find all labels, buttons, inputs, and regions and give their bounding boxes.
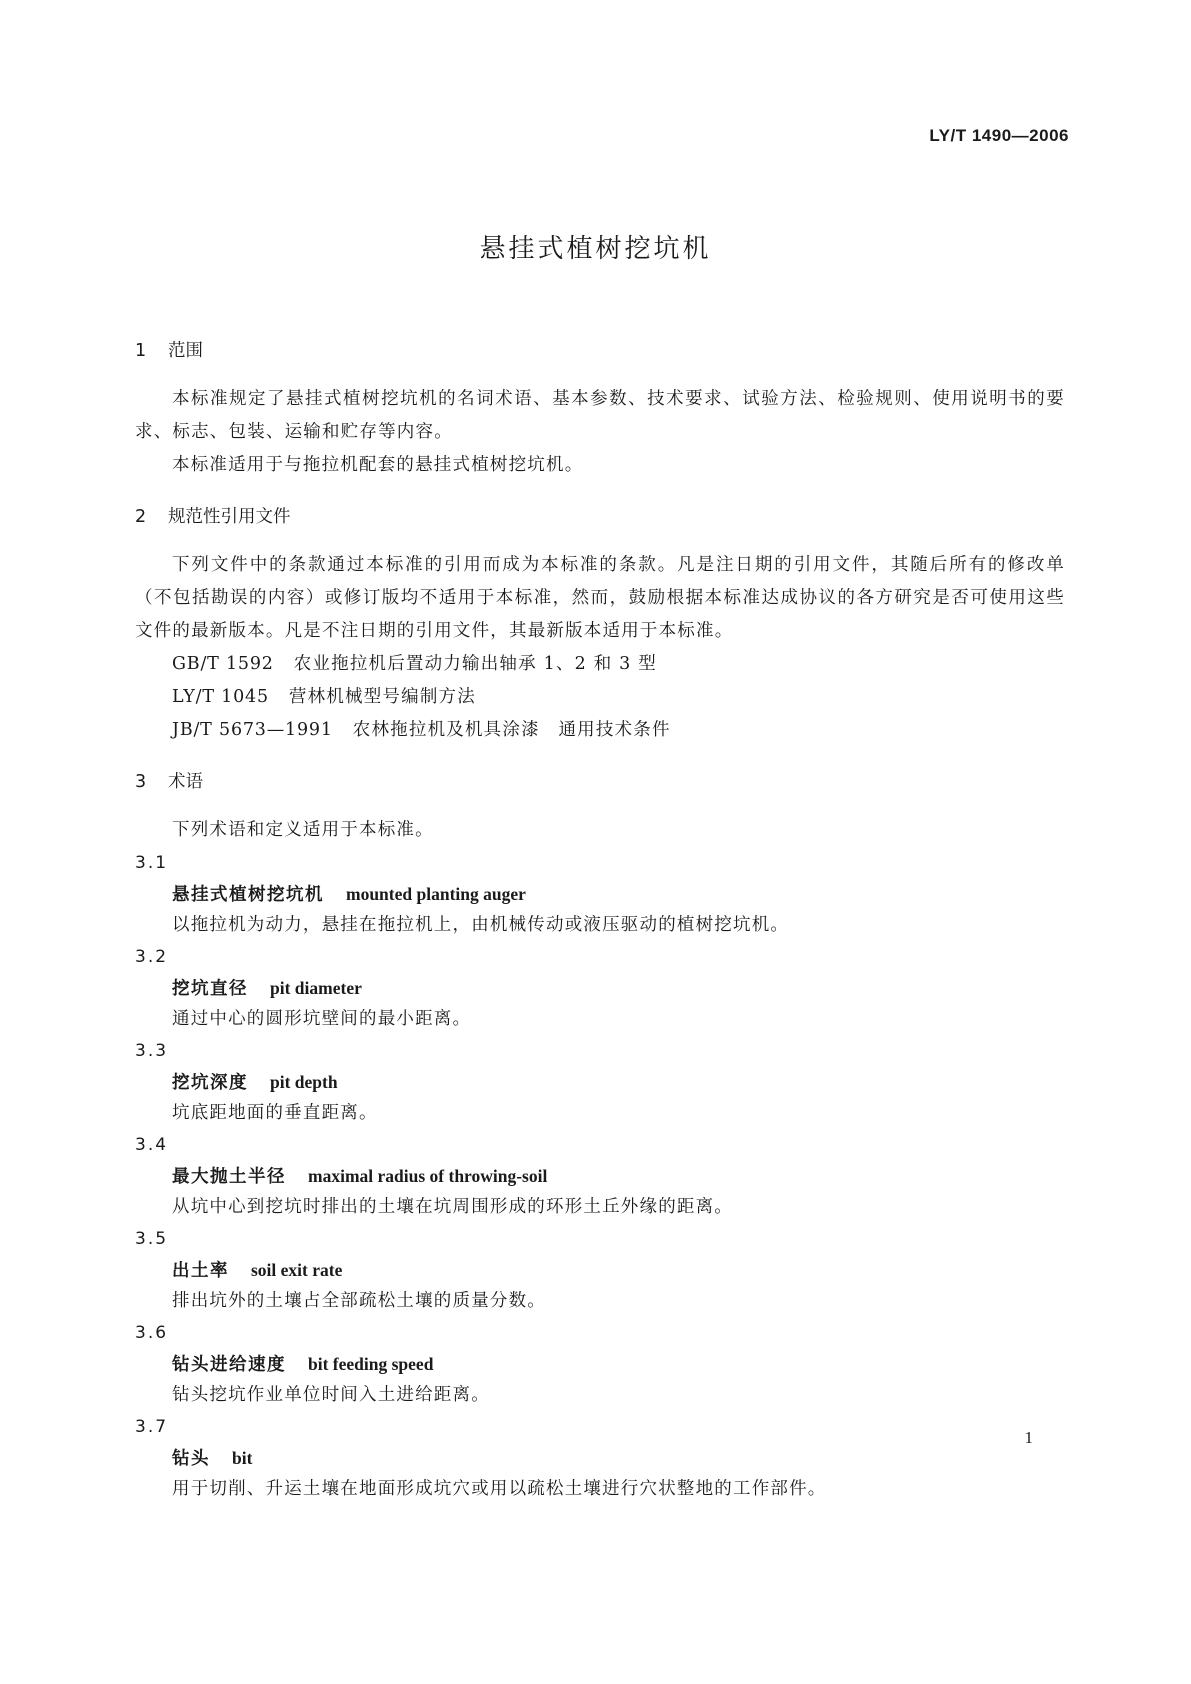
reference-title: 农业拖拉机后置动力输出轴承 1、2 和 3 型	[293, 654, 657, 674]
section-title: 规范性引用文件	[168, 507, 291, 527]
scope-paragraph-1: 本标准规定了悬挂式植树挖坑机的名词术语、基本参数、技术要求、试验方法、检验规则、使用说明书的要求、标志、包装、运输和贮存等内容。	[135, 389, 1065, 442]
term-name-en: bit	[232, 1448, 253, 1468]
reference-item	[135, 714, 1065, 747]
term-name-en: pit depth	[270, 1072, 338, 1092]
section-title: 术语	[168, 772, 203, 792]
standard-code: LY/T 1490—2006	[929, 126, 1069, 145]
term-definition: 用于切削、升运土壤在地面形成坑穴或用以疏松土壤进行穴状整地的工作部件。	[172, 1479, 827, 1499]
section-heading-scope	[135, 336, 1065, 366]
term-number: 3.4	[135, 1135, 169, 1155]
term-definition: 通过中心的圆形坑壁间的最小距离。	[172, 1009, 472, 1029]
section-number: 2	[135, 507, 147, 527]
document-body	[135, 336, 1065, 1505]
reference-title: 农林拖拉机及机具涂漆 通用技术条件	[352, 720, 671, 740]
term-definition: 坑底距地面的垂直距离。	[172, 1103, 378, 1123]
reference-item	[135, 648, 1065, 681]
document-title: 悬挂式植树挖坑机	[479, 234, 712, 264]
term-name	[135, 879, 1065, 909]
term-name-en: mounted planting auger	[346, 884, 526, 904]
page-number: 1	[1024, 1428, 1033, 1447]
term-entry	[135, 1129, 1065, 1223]
term-number: 3.1	[135, 853, 169, 873]
terms-intro: 下列术语和定义适用于本标准。	[172, 820, 434, 840]
term-name-zh: 挖坑深度	[172, 1073, 248, 1093]
term-name	[135, 1255, 1065, 1285]
term-number: 3.6	[135, 1323, 169, 1343]
term-number: 3.2	[135, 947, 169, 967]
section-number: 1	[135, 341, 147, 361]
term-number: 3.7	[135, 1417, 169, 1437]
reference-code: GB/T 1592	[172, 654, 274, 674]
term-number: 3.3	[135, 1041, 169, 1061]
reference-title: 营林机械型号编制方法	[288, 687, 476, 707]
term-definition: 排出坑外的土壤占全部疏松土壤的质量分数。	[172, 1291, 546, 1311]
term-name-zh: 出土率	[172, 1261, 229, 1281]
term-name	[135, 1349, 1065, 1379]
term-name	[135, 1067, 1065, 1097]
section-title: 范围	[168, 341, 203, 361]
term-definition: 从坑中心到挖坑时排出的土壤在坑周围形成的环形土丘外缘的距离。	[172, 1197, 733, 1217]
term-name	[135, 1443, 1065, 1473]
term-entry	[135, 1411, 1065, 1505]
term-definition: 钻头挖坑作业单位时间入土进给距离。	[172, 1385, 490, 1405]
references-paragraph: 下列文件中的条款通过本标准的引用而成为本标准的条款。凡是注日期的引用文件，其随后所有的修改单（不包括勘误的内容）或修订版均不适用于本标准，然而，鼓励根据本标准达成协议的各方研究是否可使用这些文件的最新版本。凡是不注日期的引用文件，其最新版本适用于本标准。	[135, 555, 1065, 641]
term-name	[135, 1161, 1065, 1191]
term-name	[135, 973, 1065, 1003]
scope-paragraph-2: 本标准适用于与拖拉机配套的悬挂式植树挖坑机。	[172, 455, 584, 475]
term-entry	[135, 1223, 1065, 1317]
section-number: 3	[135, 772, 147, 792]
term-name-zh: 最大抛土半径	[172, 1167, 286, 1187]
reference-item	[135, 681, 1065, 714]
term-definition: 以拖拉机为动力，悬挂在拖拉机上，由机械传动或液压驱动的植树挖坑机。	[172, 915, 790, 935]
term-entry	[135, 1035, 1065, 1129]
term-entry	[135, 941, 1065, 1035]
section-heading-normative-references	[135, 502, 1065, 532]
term-name-en: maximal radius of throwing-soil	[308, 1166, 548, 1186]
term-name-en: bit feeding speed	[308, 1354, 434, 1374]
term-entry	[135, 847, 1065, 941]
section-heading-terms	[135, 767, 1065, 797]
term-name-zh: 挖坑直径	[172, 979, 248, 999]
reference-code: LY/T 1045	[172, 687, 269, 707]
term-name-en: soil exit rate	[251, 1260, 343, 1280]
term-name-zh: 钻头进给速度	[172, 1355, 286, 1375]
term-name-zh: 钻头	[172, 1449, 210, 1469]
term-name-en: pit diameter	[270, 978, 362, 998]
term-entry	[135, 1317, 1065, 1411]
term-name-zh: 悬挂式植树挖坑机	[172, 885, 324, 905]
reference-code: JB/T 5673—1991	[172, 720, 333, 740]
term-number: 3.5	[135, 1229, 169, 1249]
